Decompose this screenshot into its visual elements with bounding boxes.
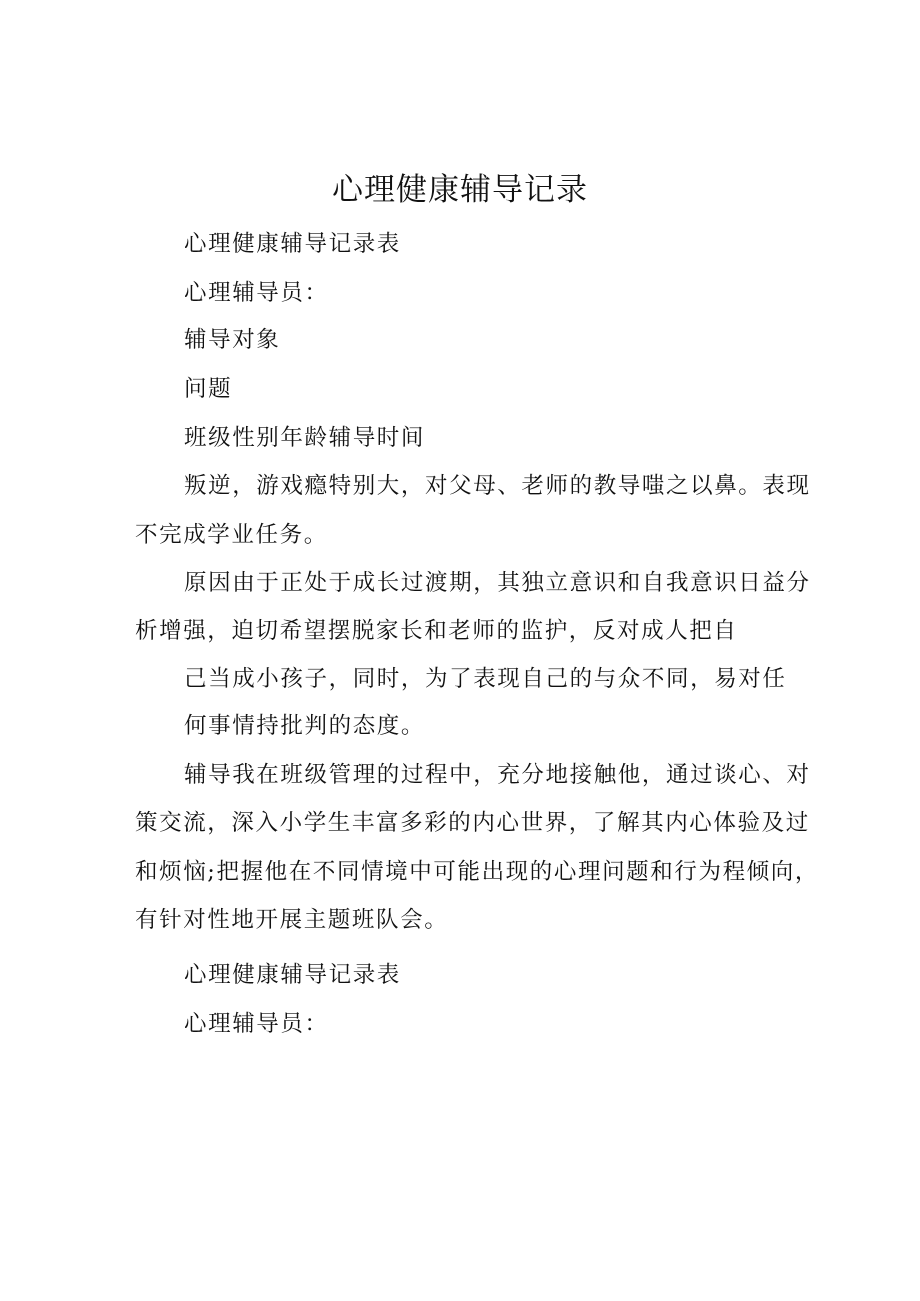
cause-paragraph-line: 己当成小孩子，同时，为了表现自己的与众不同，易对任 <box>184 666 787 692</box>
info-fields-label: 班级性别年龄辅导时间 <box>184 425 426 451</box>
cause-paragraph-line: 原因由于正处于成长过渡期，其独立意识和自我意识日益分 <box>184 570 811 596</box>
counseling-paragraph-line: 有针对性地开展主题班队会。 <box>135 907 449 933</box>
cause-paragraph-line: 何事情持批判的态度。 <box>184 713 426 739</box>
counseling-paragraph-line: 策交流，深入小学生丰富多彩的内心世界，了解其内心体验及过 <box>135 810 810 836</box>
counselor-label: 心理辅导员： <box>184 1011 329 1037</box>
counseling-paragraph-line: 和烦恼;把握他在不同情境中可能出现的心理问题和行为程倾向， <box>135 859 819 885</box>
subject-label: 辅导对象 <box>184 327 281 353</box>
problem-paragraph-line: 叛逆，游戏瘾特别大，对父母、老师的教导嗤之以鼻。表现 <box>184 473 811 499</box>
counselor-label: 心理辅导员： <box>184 280 329 306</box>
section-heading-record-table: 心理健康辅导记录表 <box>184 962 401 988</box>
problem-label: 问题 <box>184 376 233 402</box>
counseling-paragraph-line: 辅导我在班级管理的过程中，充分地接触他，通过谈心、对 <box>184 762 811 788</box>
cause-paragraph-line: 析增强，迫切希望摆脱家长和老师的监护，反对成人把自 <box>135 618 738 644</box>
section-heading-record-table: 心理健康辅导记录表 <box>184 231 401 257</box>
document-title: 心理健康辅导记录 <box>332 172 588 208</box>
problem-paragraph-line: 不完成学业任务。 <box>135 522 328 548</box>
